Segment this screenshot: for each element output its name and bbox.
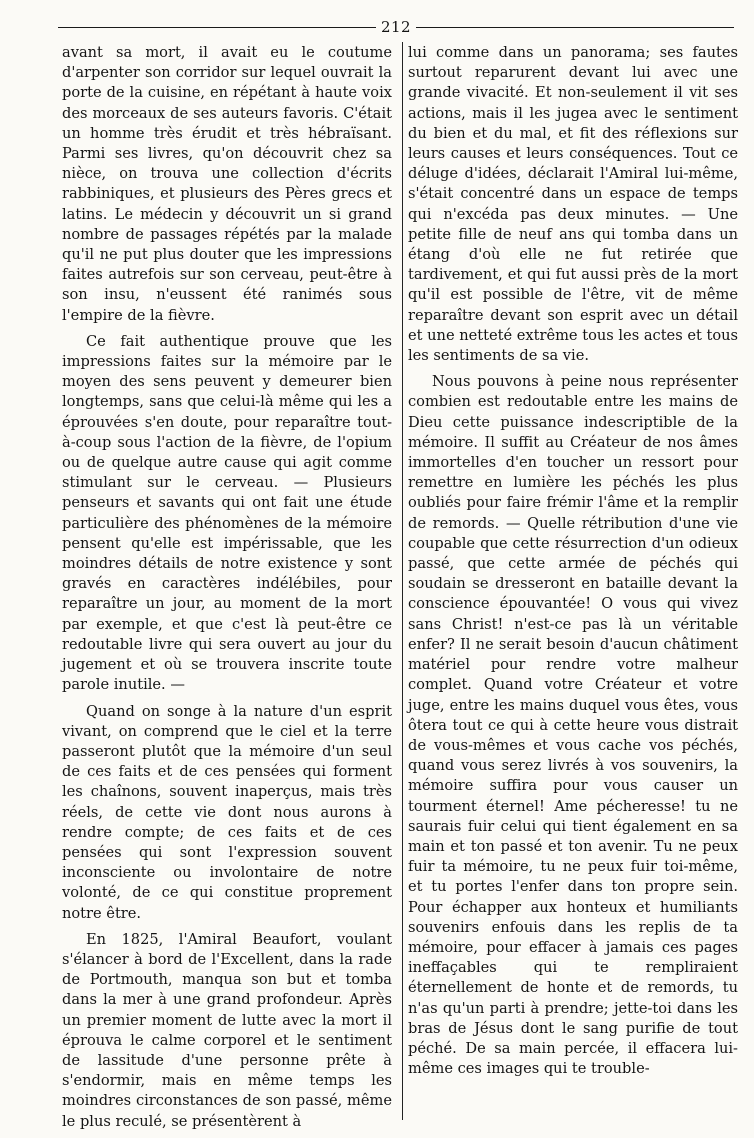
- page-number: 212: [380, 18, 412, 36]
- right-column: [408, 43, 738, 1138]
- paragraph: avant sa mort, il avait eu le coutume d'arpenter son corridor sur lequel ouvrait la porte de la cuisine, en répétant à haute voix des morceaux de ses auteurs favoris. C'était un homme très érudit et très hébraïsant. Parmi ses livres, qu'on découvrit chez sa nièce, on trouva une collection d'écrits rabbiniques, et plusieurs des Pères grecs et latins. Le médecin y découvrit un si grand nombre de passages répétés par la malade qu'il ne put plus douter que les impressions faites autrefois sur son cerveau, peut-être à son insu, n'eussent été ranimés sous l'empire de la fièvre.: [62, 44, 392, 324]
- header-rule-left: [58, 27, 376, 28]
- paragraph: Nous pouvons à peine nous représenter combien est redoutable entre les mains de Dieu cette puissance indescriptible de la mémoire. Il suffit au Créateur de nos âmes immortelles d'en toucher un ressort pour remettre en lumière les péchés les plus oubliés pour faire frémir l'âme et la remplir de remords. — Quelle rétribution d'une vie coupable que cette résurrection d'un odieux passé, que cette armée de péchés qui soudain se dresseront en bataille devant la conscience épouvantée! O vous qui vivez sans Christ! n'est-ce pas là un véritable enfer? Il ne serait besoin d'aucun châtiment matériel pour rendre votre malheur complet. Quand votre Créateur et votre juge, entre les mains duquel vous êtes, vous ôtera tout ce qui à cette heure vous distrait de vous-mêmes et vous cache vos péchés, quand vous serez livrés à vos souvenirs, la mémoire suffira pour vous causer un tourment éternel! Ame pécheresse! tu ne saurais fuir celui qui tient également en sa main et ton passé et ton avenir. Tu ne peux fuir ta mémoire, tu ne peux fuir toi-même, et tu portes l'enfer dans ton propre sein. Pour échapper aux honteux et humiliants souvenirs enfouis dans les replis de ta mémoire, pour effacer à jamais ces pages ineffaçables qui te rempliraient éternellement de honte et de remords, tu n'as qu'un parti à prendre; jette-toi dans les bras de Jésus dont le sang purifie de tout péché. De sa main percée, il effacera lui-même ces images qui te trouble-: [408, 373, 738, 1078]
- paragraph: Quand on songe à la nature d'un esprit vivant, on comprend que le ciel et la terre passeront plutôt que la mémoire d'un seul de ces faits et de ces pensées qui forment les chaînons, souvent inaperçus, mais très réels, de cette vie dont nous aurons à rendre compte; de ces faits et de ces pensées qui sont l'expression souvent inconsciente ou involontaire de notre volonté, de ce qui constitue proprement notre être.: [62, 702, 392, 922]
- header-rule-right: [416, 27, 734, 28]
- paragraph: En 1825, l'Amiral Beaufort, voulant s'élancer à bord de l'Excellent, dans la rade de Portmouth, manqua son but et tomba dans la mer à une grand profondeur. Après un premier moment de lutte avec la mort il éprouva le calme corporel et le sentiment de lassitude d'une personne prête à s'endormir, mais en même temps les moindres circonstances de son passé, même le plus reculé, se présentèrent à: [62, 930, 392, 1130]
- paragraph: lui comme dans un panorama; ses fautes surtout reparurent devant lui avec une grande vivacité. Et non-seulement il vit ses actions, mais il les jugea avec le sentiment du bien et du mal, et fit des réflexions sur leurs causes et leurs conséquences. Tout ce déluge d'idées, déclarait l'Amiral lui-même, s'était concentré dans un espace de temps qui n'excéda pas deux minutes. — Une petite fille de neuf ans qui tomba dans un étang d'où elle ne fut retirée que tardivement, et qui fut aussi près de la mort qu'il est possible de l'être, vit de même reparaître devant son esprit avec un détail et une netteté extrême tous les actes et tous les sentiments de sa vie.: [408, 44, 739, 365]
- paragraph: Ce fait authentique prouve que les impressions faites sur la mémoire par le moyen des sens peuvent y demeurer bien longtemps, sans que celui-là même qui les a éprouvées s'en doute, pour reparaître tout-à-coup sous l'action de la fièvre, de l'opium ou de quelque autre cause qui agit comme stimulant sur le cerveau. — Plusieurs penseurs et savants qui ont fait une étude particulière des phénomènes de la mémoire pensent qu'elle est impérissable, que les moindres détails de notre existence y sont gravés en caractères indélébiles, pour reparaître un jour, au moment de la mort par exemple, et que c'est là peut-être ce redoutable livre qui sera ouvert au jour du jugement et où se trouvera inscrite toute parole inutile. —: [62, 332, 392, 694]
- left-column: [62, 43, 392, 1138]
- page-header: [58, 16, 734, 38]
- text-columns: [62, 43, 738, 1138]
